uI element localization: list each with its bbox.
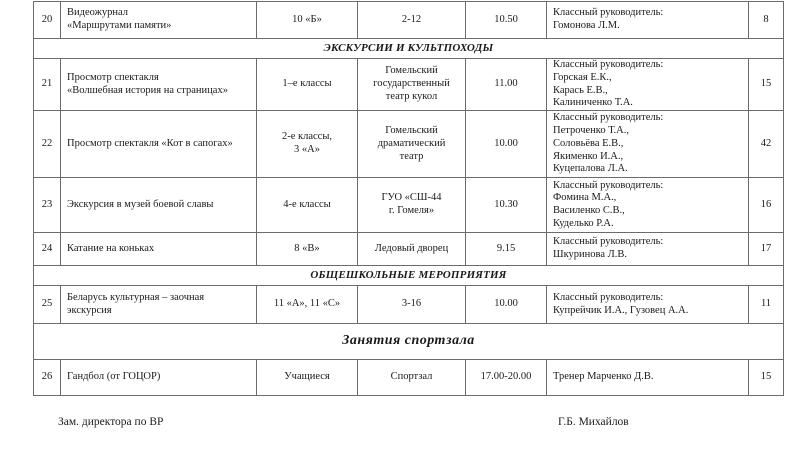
section-title: ЭКСКУРСИИ И КУЛЬТПОХОДЫ xyxy=(34,39,784,59)
table-row xyxy=(34,233,784,266)
section-header xyxy=(34,39,784,59)
place: Гомельский государственный театр кукол xyxy=(358,59,466,111)
signature-name: Г.Б. Михайлов xyxy=(558,416,629,428)
section-title: Занятия спортзала xyxy=(34,324,784,360)
responsible: Классный руководитель: Петроченко Т.А., Соловьёва Е.В., Якименко И.А., Куцепалова Л.А. xyxy=(547,111,749,178)
participants: 1–е классы xyxy=(257,59,358,111)
responsible: Классный руководитель: Горская Е.К., Карась Е.В., Калиниченко Т.А. xyxy=(547,59,749,111)
row-number: 20 xyxy=(34,2,61,39)
time: 10.50 xyxy=(466,2,547,39)
time: 10.00 xyxy=(466,286,547,324)
time: 10.00 xyxy=(466,111,547,178)
row-number: 24 xyxy=(34,233,61,266)
table-row xyxy=(34,59,784,111)
event-name: Беларусь культурная – заочная экскурсия xyxy=(61,286,257,324)
table-row xyxy=(34,286,784,324)
responsible: Классный руководитель: Шкуринова Л.В. xyxy=(547,233,749,266)
participant-count: 16 xyxy=(749,178,784,233)
place: 2-12 xyxy=(358,2,466,39)
section-title: ОБЩЕШКОЛЬНЫЕ МЕРОПРИЯТИЯ xyxy=(34,266,784,286)
participant-count: 17 xyxy=(749,233,784,266)
event-name: Просмотр спектакля «Волшебная история на страницах» xyxy=(61,59,257,111)
row-number: 23 xyxy=(34,178,61,233)
place: Спортзал xyxy=(358,360,466,396)
table-row xyxy=(34,111,784,178)
row-number: 21 xyxy=(34,59,61,111)
event-name: Видеожурнал «Маршрутами памяти» xyxy=(61,2,257,39)
time: 17.00-20.00 xyxy=(466,360,547,396)
place: Ледовый дворец xyxy=(358,233,466,266)
participants: 10 «Б» xyxy=(257,2,358,39)
participant-count: 15 xyxy=(749,59,784,111)
participants: 8 «В» xyxy=(257,233,358,266)
participants: 4-е классы xyxy=(257,178,358,233)
event-name: Гандбол (от ГОЦОР) xyxy=(61,360,257,396)
event-name: Катание на коньках xyxy=(61,233,257,266)
participant-count: 11 xyxy=(749,286,784,324)
place: Гомельский драматический театр xyxy=(358,111,466,178)
row-number: 25 xyxy=(34,286,61,324)
section-header xyxy=(34,324,784,360)
participants: 11 «А», 11 «С» xyxy=(257,286,358,324)
responsible: Тренер Марченко Д.В. xyxy=(547,360,749,396)
time: 11.00 xyxy=(466,59,547,111)
signature-position: Зам. директора по ВР xyxy=(58,416,164,428)
event-name: Просмотр спектакля «Кот в сапогах» xyxy=(61,111,257,178)
time: 10.30 xyxy=(466,178,547,233)
row-number: 26 xyxy=(34,360,61,396)
responsible: Классный руководитель: Гомонова Л.М. xyxy=(547,2,749,39)
row-number: 22 xyxy=(34,111,61,178)
section-header xyxy=(34,266,784,286)
table-row xyxy=(34,2,784,39)
table-row xyxy=(34,178,784,233)
event-name: Экскурсия в музей боевой славы xyxy=(61,178,257,233)
participant-count: 15 xyxy=(749,360,784,396)
time: 9.15 xyxy=(466,233,547,266)
table-row xyxy=(34,360,784,396)
place: ГУО «СШ-44 г. Гомеля» xyxy=(358,178,466,233)
events-table xyxy=(33,1,784,396)
place: 3-16 xyxy=(358,286,466,324)
participants: 2-е классы, 3 «А» xyxy=(257,111,358,178)
participants: Учащиеся xyxy=(257,360,358,396)
responsible: Классный руководитель: Фомина М.А., Василенко С.В., Куделько Р.А. xyxy=(547,178,749,233)
participant-count: 42 xyxy=(749,111,784,178)
responsible: Классный руководитель: Купрейчик И.А., Гузовец А.А. xyxy=(547,286,749,324)
participant-count: 8 xyxy=(749,2,784,39)
